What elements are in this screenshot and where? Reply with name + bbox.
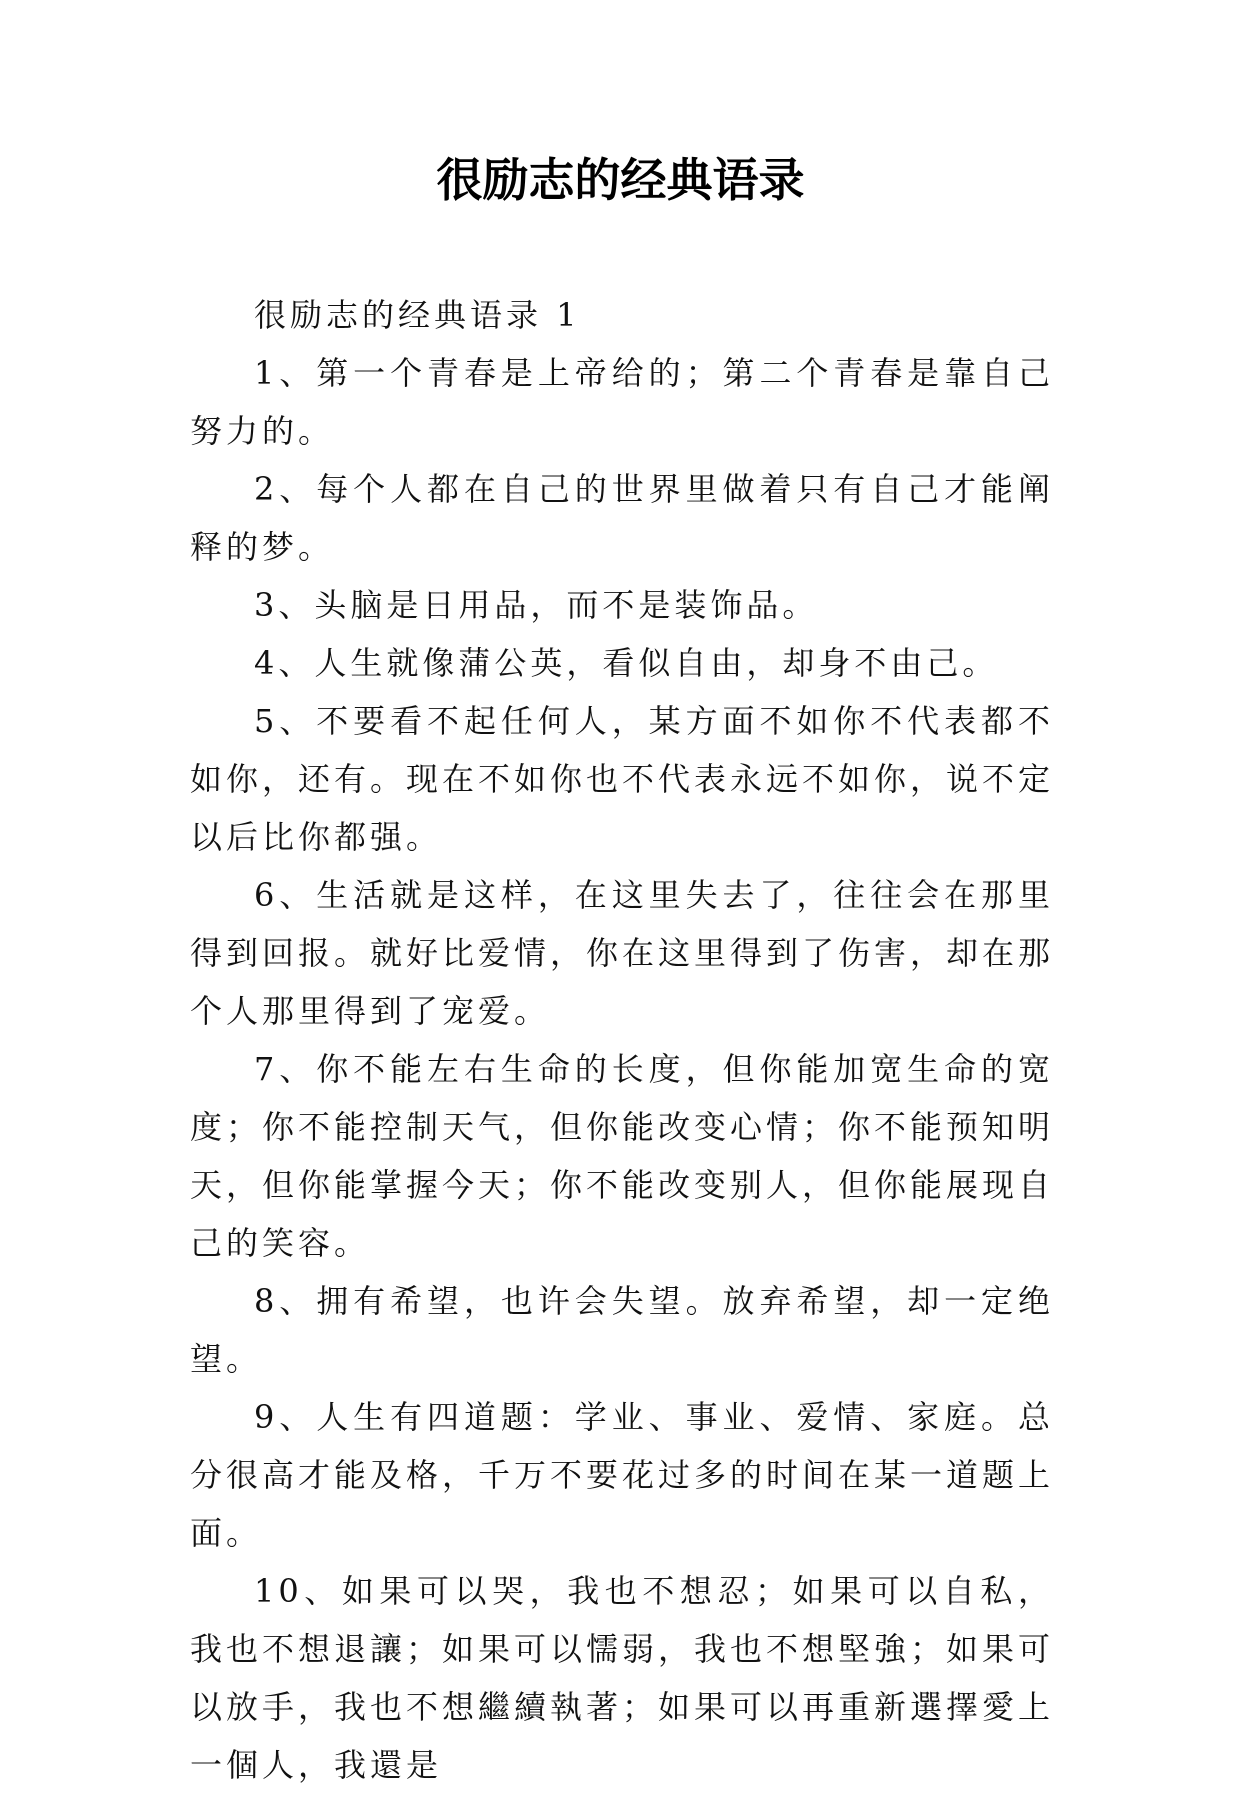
quote-paragraph-4: 4、人生就像蒲公英，看似自由，却身不由己。	[254, 644, 999, 682]
section-heading: 很励志的经典语录 1	[254, 296, 581, 334]
quote-paragraph-7: 7、你不能左右生命的长度，但你能加宽生命的宽度；你不能控制天气，但你能改变心情；你不能预知明天，但你能掌握今天；你不能改变别人，但你能展现自己的笑容。	[190, 1050, 1055, 1262]
quote-paragraph-5: 5、不要看不起任何人，某方面不如你不代表都不如你，还有。现在不如你也不代表永远不如你，说不定以后比你都强。	[190, 702, 1055, 856]
quote-paragraph-2: 2、每个人都在自己的世界里做着只有自己才能阐释的梦。	[190, 470, 1054, 566]
quote-paragraph-6: 6、生活就是这样，在这里失去了，往往会在那里得到回报。就好比爱情，你在这里得到了伤害，却在那个人那里得到了宠爱。	[190, 876, 1055, 1030]
quote-paragraph-3: 3、头脑是日用品，而不是装饰品。	[254, 586, 819, 624]
quote-paragraph-1: 1、第一个青春是上帝给的；第二个青春是靠自己努力的。	[190, 354, 1054, 450]
quote-paragraph-8: 8、拥有希望，也许会失望。放弃希望，却一定绝望。	[190, 1282, 1054, 1378]
document-body	[190, 286, 1054, 1794]
document-title: 很励志的经典语录	[436, 153, 805, 207]
quote-paragraph-9: 9、人生有四道题：学业、事业、爱情、家庭。总分很高才能及格，千万不要花过多的时间在某一道题上面。	[190, 1398, 1055, 1552]
quote-paragraph-10: 10、如果可以哭，我也不想忍；如果可以自私，我也不想退讓；如果可以懦弱，我也不想堅強；如果可以放手，我也不想繼續執著；如果可以再重新選擇愛上一個人，我還是	[190, 1572, 1055, 1784]
